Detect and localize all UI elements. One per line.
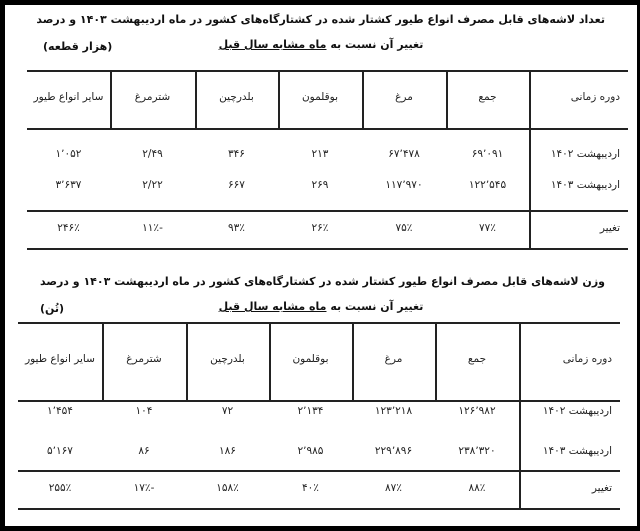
row-label: اردیبهشت ۱۴۰۳ [542, 445, 612, 457]
change-row-rule [27, 210, 628, 212]
table-cell: -۱۱٪ [142, 222, 163, 234]
column-header: بوقلمون [292, 353, 329, 365]
subtitle-text: تغییر آن نسبت به [326, 38, 424, 51]
row-label: اردیبهشت ۱۴۰۲ [550, 148, 620, 160]
table-cell: ۱۰۴ [135, 405, 153, 417]
table-cell: ۲٬۹۸۵ [297, 445, 324, 457]
header-bottom-rule [18, 400, 620, 402]
table-cell: ۵٬۱۶۷ [47, 445, 73, 457]
table-subtitle [125, 300, 517, 313]
table-cell: ۲۱۳ [311, 148, 329, 160]
table-cell: ۷۵٪ [395, 222, 413, 234]
subtitle-text: تغییر آن نسبت به [326, 300, 424, 313]
column-header: جمع [478, 91, 497, 103]
table-bottom-rule [18, 508, 620, 510]
document-page [5, 5, 637, 526]
table-cell: ۶۹٬۰۹۱ [471, 148, 504, 160]
column-header: جمع [467, 353, 487, 365]
column-header: مرغ [395, 91, 413, 103]
table-cell: ۱۸۶ [219, 445, 236, 457]
table-cell: ۳٬۶۳۷ [55, 179, 82, 191]
table-cell: ۲۵۵٪ [48, 482, 72, 494]
subtitle-underlined: ماه مشابه سال قبل [218, 38, 327, 51]
row-label: اردیبهشت ۱۴۰۳ [550, 179, 620, 191]
column-header: مرغ [384, 353, 403, 365]
table-cell: ۹۳٪ [228, 222, 245, 234]
table-cell: ۲۶۹ [311, 179, 329, 191]
table-top-rule [18, 322, 620, 324]
row-label: اردیبهشت ۱۴۰۲ [542, 405, 612, 417]
table-cell: ۱٬۴۵۴ [47, 405, 73, 417]
column-header: شترمرغ [134, 91, 171, 103]
table-cell: ۲/۴۹ [142, 148, 163, 160]
table-subtitle [125, 38, 517, 51]
table-bottom-rule [27, 248, 628, 250]
table-cell: ۷۲ [221, 405, 234, 417]
table-cell: ۱۲۶٬۹۸۲ [458, 405, 496, 417]
table-cell: ۲۳۸٬۳۲۰ [458, 445, 496, 457]
table-cell: -۱۷٪ [133, 482, 155, 494]
table-cell: ۸۸٪ [468, 482, 486, 494]
change-row-rule [18, 470, 620, 472]
table-cell: ۲۴۶٪ [57, 222, 80, 234]
column-header: بوقلمون [301, 91, 339, 103]
unit-label: (تُن) [40, 302, 65, 315]
table-top-rule [27, 70, 628, 72]
table-title: وزن لاشه‌های قابل مصرف انواع طیور کشتار شده در کشتارگاه‌های کشور در ماه اردیبهشت ۱۴۰۳ و درصد [39, 275, 605, 288]
table-cell: ۲۶٪ [311, 222, 329, 234]
table-cell: ۸۶ [138, 445, 150, 457]
table-cell: ۲۲۹٬۸۹۶ [374, 445, 413, 457]
table-cell: ۲٬۱۳۴ [297, 405, 324, 417]
row-label: تغییر [599, 222, 620, 234]
table-cell: ۸۷٪ [385, 482, 402, 494]
table-title: تعداد لاشه‌های قابل مصرف انواع طیور کشتار شده در کشتارگاه‌های کشور در ماه اردیبهشت ۱۴۰۳ و درصد [36, 13, 605, 26]
table-cell: ۷۷٪ [479, 222, 496, 234]
unit-label: (هزار قطعه) [43, 40, 113, 53]
column-header: سایر انواع طیور [25, 353, 95, 365]
column-header: دوره زمانی [570, 91, 620, 103]
table-cell: ۴۰٪ [302, 482, 319, 494]
subtitle-underlined: ماه مشابه سال قبل [218, 300, 327, 313]
row-label: تغییر [591, 482, 612, 494]
table-cell: ۱۱۷٬۹۷۰ [385, 179, 423, 191]
column-header: بلدرچین [219, 91, 254, 103]
table-cell: ۲/۲۲ [142, 179, 163, 191]
table-cell: ۳۴۶ [228, 148, 245, 160]
column-header: دوره زمانی [562, 353, 612, 365]
table-cell: ۶۶۷ [228, 179, 245, 191]
header-bottom-rule [27, 128, 628, 130]
table-cell: ۱۲۲٬۵۴۵ [468, 179, 507, 191]
table-cell: ۱۲۳٬۲۱۸ [374, 405, 413, 417]
table-cell: ۱۵۸٪ [216, 482, 239, 494]
table-cell: ۱٬۰۵۲ [55, 148, 82, 160]
table-cell: ۶۷٬۴۷۸ [388, 148, 420, 160]
column-header: شترمرغ [126, 353, 162, 365]
column-header: سایر انواع طیور [33, 91, 104, 103]
column-header: بلدرچین [210, 353, 245, 365]
